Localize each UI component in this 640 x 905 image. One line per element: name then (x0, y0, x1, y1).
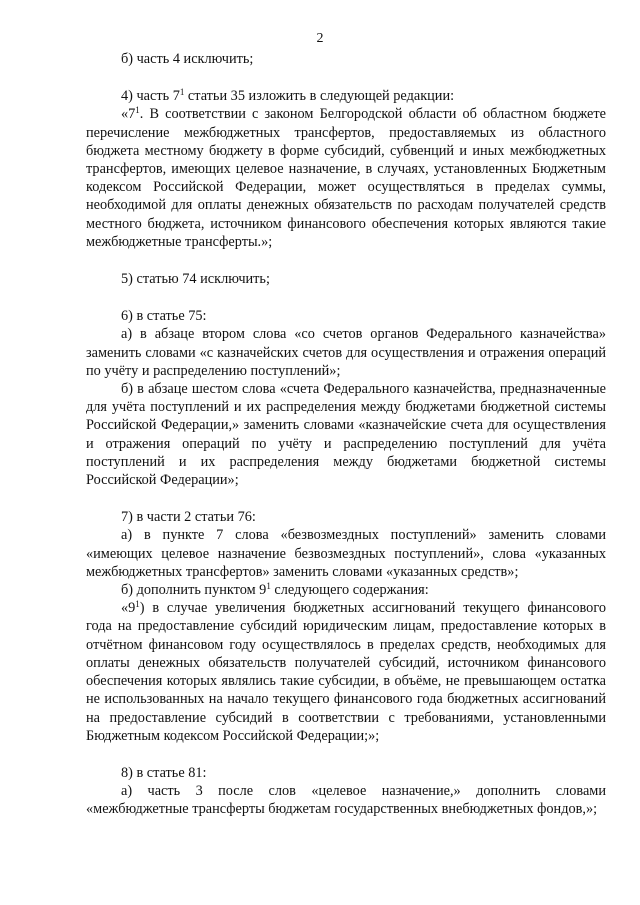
page-number: 2 (316, 31, 324, 46)
document-body (86, 50, 606, 819)
superscript: 1 (135, 105, 140, 116)
paragraph (86, 581, 606, 599)
paragraph: а) в пункте 7 слова «безвозмездных поступлений» заменить словами «имеющих целевое назначение безвозмездных поступлений», слова «указанных межбюджетных трансфертов» заменить словами «указанных средств»; (86, 527, 606, 580)
superscript: 1 (135, 599, 140, 610)
paragraph: 6) в статье 75: (121, 308, 207, 325)
paragraph: 5) статью 74 исключить; (121, 271, 270, 288)
paragraph (86, 105, 606, 251)
paragraph: а) часть 3 после слов «целевое назначение,» дополнить словами «межбюджетные трансферты бюджетам государственных внебюджетных фондов,»; (86, 783, 606, 818)
text-run: б) дополнить пунктом 9 (121, 582, 267, 599)
paragraph: а) в абзаце втором слова «со счетов органов Федерального казначейства» заменить словами «с казначейских счетов для осуществления и отражения операций по учёту и распределению поступлений»; (86, 326, 606, 379)
text-run: «9 (121, 600, 136, 617)
paragraph (86, 87, 606, 105)
text-run: статьи 35 изложить в следующей редакции: (184, 88, 455, 105)
superscript: 1 (179, 87, 185, 98)
paragraph-gap (86, 745, 606, 764)
paragraph-gap (86, 489, 606, 508)
text-run: ) в случае увеличения бюджетных ассигнований текущего финансового года на предоставление субсидий юридическим лицам, предоставление которых в отчётном финансовом году осуществлялось в пределах средств, необходимых для оплаты денежных обязательств получателей субсидий, источником финансового обеспечения которых являлись такие субсидии, в объёме, не превышающем остатка не использованных на начало текущего финансового года бюджетных ассигнований на предоставление субсидий в соответствии с требованиями, установленными Бюджетным кодексом Российской Федерации;»; (86, 600, 606, 744)
paragraph: б) часть 4 исключить; (121, 51, 254, 67)
superscript: 1 (266, 581, 271, 592)
paragraph-gap (86, 251, 606, 270)
text-run: 4) часть 7 (121, 88, 180, 105)
paragraph-gap (86, 68, 606, 87)
paragraph (86, 599, 606, 745)
paragraph: б) в абзаце шестом слова «счета Федерального казначейства, предназначенные для учёта поступлений и их распределения между бюджетами бюджетной системы Российской Федерации,» заменить словами «казначейские счета для осуществления и отражения операций по учёту и распределению поступлений для учёта поступлений и их распределения между бюджетами бюджетной системы Российской Федерации»; (86, 381, 606, 489)
paragraph-gap (86, 288, 606, 307)
text-run: . В соответствии с законом Белгородской области об областном бюджете перечисление межбюджетных трансфертов, предоставляемых из областного бюджета местному бюджету в форме субсидий, субвенций и иных межбюджетных трансфертов, имеющих целевое назначение, в случаях, установленных Бюджетным кодексом Российской Федерации, может осуществляться в пределах суммы, необходимой для оплаты денежных обязательств по расходам получателей средств местного бюджета, источником финансового обеспечения которых являются такие межбюджетные трансферты.»; (86, 106, 606, 250)
text-run: «7 (121, 106, 136, 123)
paragraph: 7) в части 2 статьи 76: (121, 509, 256, 526)
text-run: следующего содержания: (270, 582, 429, 599)
paragraph: 8) в статье 81: (121, 764, 207, 781)
